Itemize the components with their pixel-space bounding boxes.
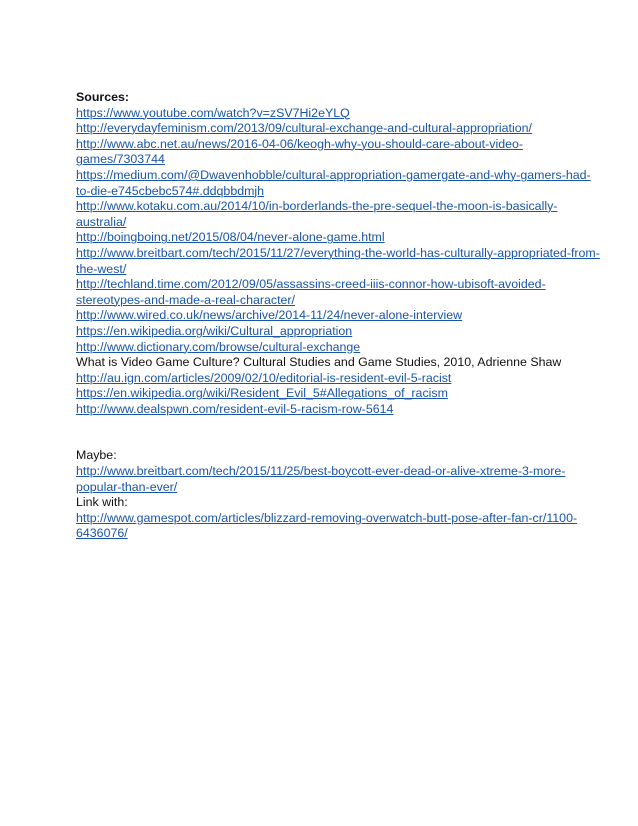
source-link[interactable]: http://www.dealspwn.com/resident-evil-5-racism-row-5614: [76, 401, 394, 416]
source-line: [76, 245, 600, 262]
source-link[interactable]: http://techland.time.com/2012/09/05/assassins-creed-iiis-connor-how-ubisoft-avoided-: [76, 277, 546, 292]
source-link[interactable]: the-west/: [76, 261, 127, 276]
source-link[interactable]: http://boingboing.net/2015/08/04/never-alone-game.html: [76, 230, 385, 245]
plain-text: Maybe:: [76, 448, 117, 463]
source-line: [76, 230, 576, 246]
source-line: [76, 121, 576, 137]
text-line: [76, 495, 576, 511]
source-link[interactable]: http://www.breitbart.com/tech/2015/11/27/everything-the-world-has-culturally-appropriated-from-: [76, 245, 600, 260]
source-line: [76, 152, 576, 168]
source-line: [76, 167, 591, 184]
source-line: [76, 293, 576, 309]
source-line: [76, 215, 576, 231]
text-line: [76, 448, 576, 464]
source-link[interactable]: http://www.abc.net.au/news/2016-04-06/keogh-why-you-should-care-about-video-: [76, 136, 524, 151]
source-line: [76, 106, 576, 122]
source-link[interactable]: http://www.gamespot.com/articles/blizzard-removing-overwatch-butt-pose-after-fan-cr/1100-: [76, 510, 578, 525]
source-line: [76, 464, 576, 480]
section-gap: [76, 417, 576, 448]
text-line: [76, 355, 576, 371]
source-line: [76, 511, 576, 527]
source-line: [76, 480, 576, 496]
source-line: [76, 340, 576, 356]
source-link[interactable]: australia/: [76, 214, 127, 229]
source-link[interactable]: popular-than-ever/: [76, 479, 178, 494]
source-link[interactable]: https://www.youtube.com/watch?v=zSV7Hi2eYLQ: [76, 105, 350, 120]
source-line: [76, 308, 576, 324]
source-link[interactable]: http://www.dictionary.com/browse/cultural-exchange: [76, 339, 361, 354]
source-link[interactable]: http://www.wired.co.uk/news/archive/2014-11/24/never-alone-interview: [76, 308, 463, 323]
sources-list: [76, 105, 600, 418]
maybe-list: [76, 448, 576, 542]
source-link[interactable]: 6436076/: [76, 526, 128, 541]
source-link[interactable]: http://www.kotaku.com.au/2014/10/in-borderlands-the-pre-sequel-the-moon-is-basically-: [76, 199, 558, 214]
document-page: [76, 90, 600, 542]
source-line: [76, 386, 576, 402]
plain-text: Link with:: [76, 495, 128, 510]
source-link[interactable]: https://en.wikipedia.org/wiki/Cultural_appropriation: [76, 323, 353, 338]
plain-text: What is Video Game Culture? Cultural Studies and Game Studies, 2010, Adrienne Shaw: [76, 355, 562, 370]
source-line: [76, 277, 576, 293]
source-line: [76, 402, 576, 418]
source-line: [76, 184, 576, 200]
source-link[interactable]: http://www.breitbart.com/tech/2015/11/25/best-boycott-ever-dead-or-alive-xtreme-3-more-: [76, 464, 566, 479]
source-link[interactable]: http://au.ign.com/articles/2009/02/10/editorial-is-resident-evil-5-racist: [76, 370, 452, 385]
source-link[interactable]: https://en.wikipedia.org/wiki/Resident_Evil_5#Allegations_of_racism: [76, 386, 448, 401]
source-line: [76, 526, 576, 542]
source-line: [76, 324, 576, 340]
sources-heading: Sources:: [76, 90, 130, 104]
source-line: [76, 137, 576, 153]
source-link[interactable]: https://medium.com/@Dwavenhobble/cultural-appropriation-gamergate-and-why-gamers-had-: [76, 167, 591, 182]
source-link[interactable]: games/7303744: [76, 152, 165, 167]
source-line: [76, 262, 576, 278]
source-link[interactable]: http://everydayfeminism.com/2013/09/cultural-exchange-and-cultural-appropriation/: [76, 121, 532, 136]
source-line: [76, 371, 576, 387]
source-line: [76, 199, 576, 215]
source-link[interactable]: to-die-e745cbebc574#.ddqbbdmjh: [76, 183, 265, 198]
source-link[interactable]: stereotypes-and-made-a-real-character/: [76, 292, 295, 307]
